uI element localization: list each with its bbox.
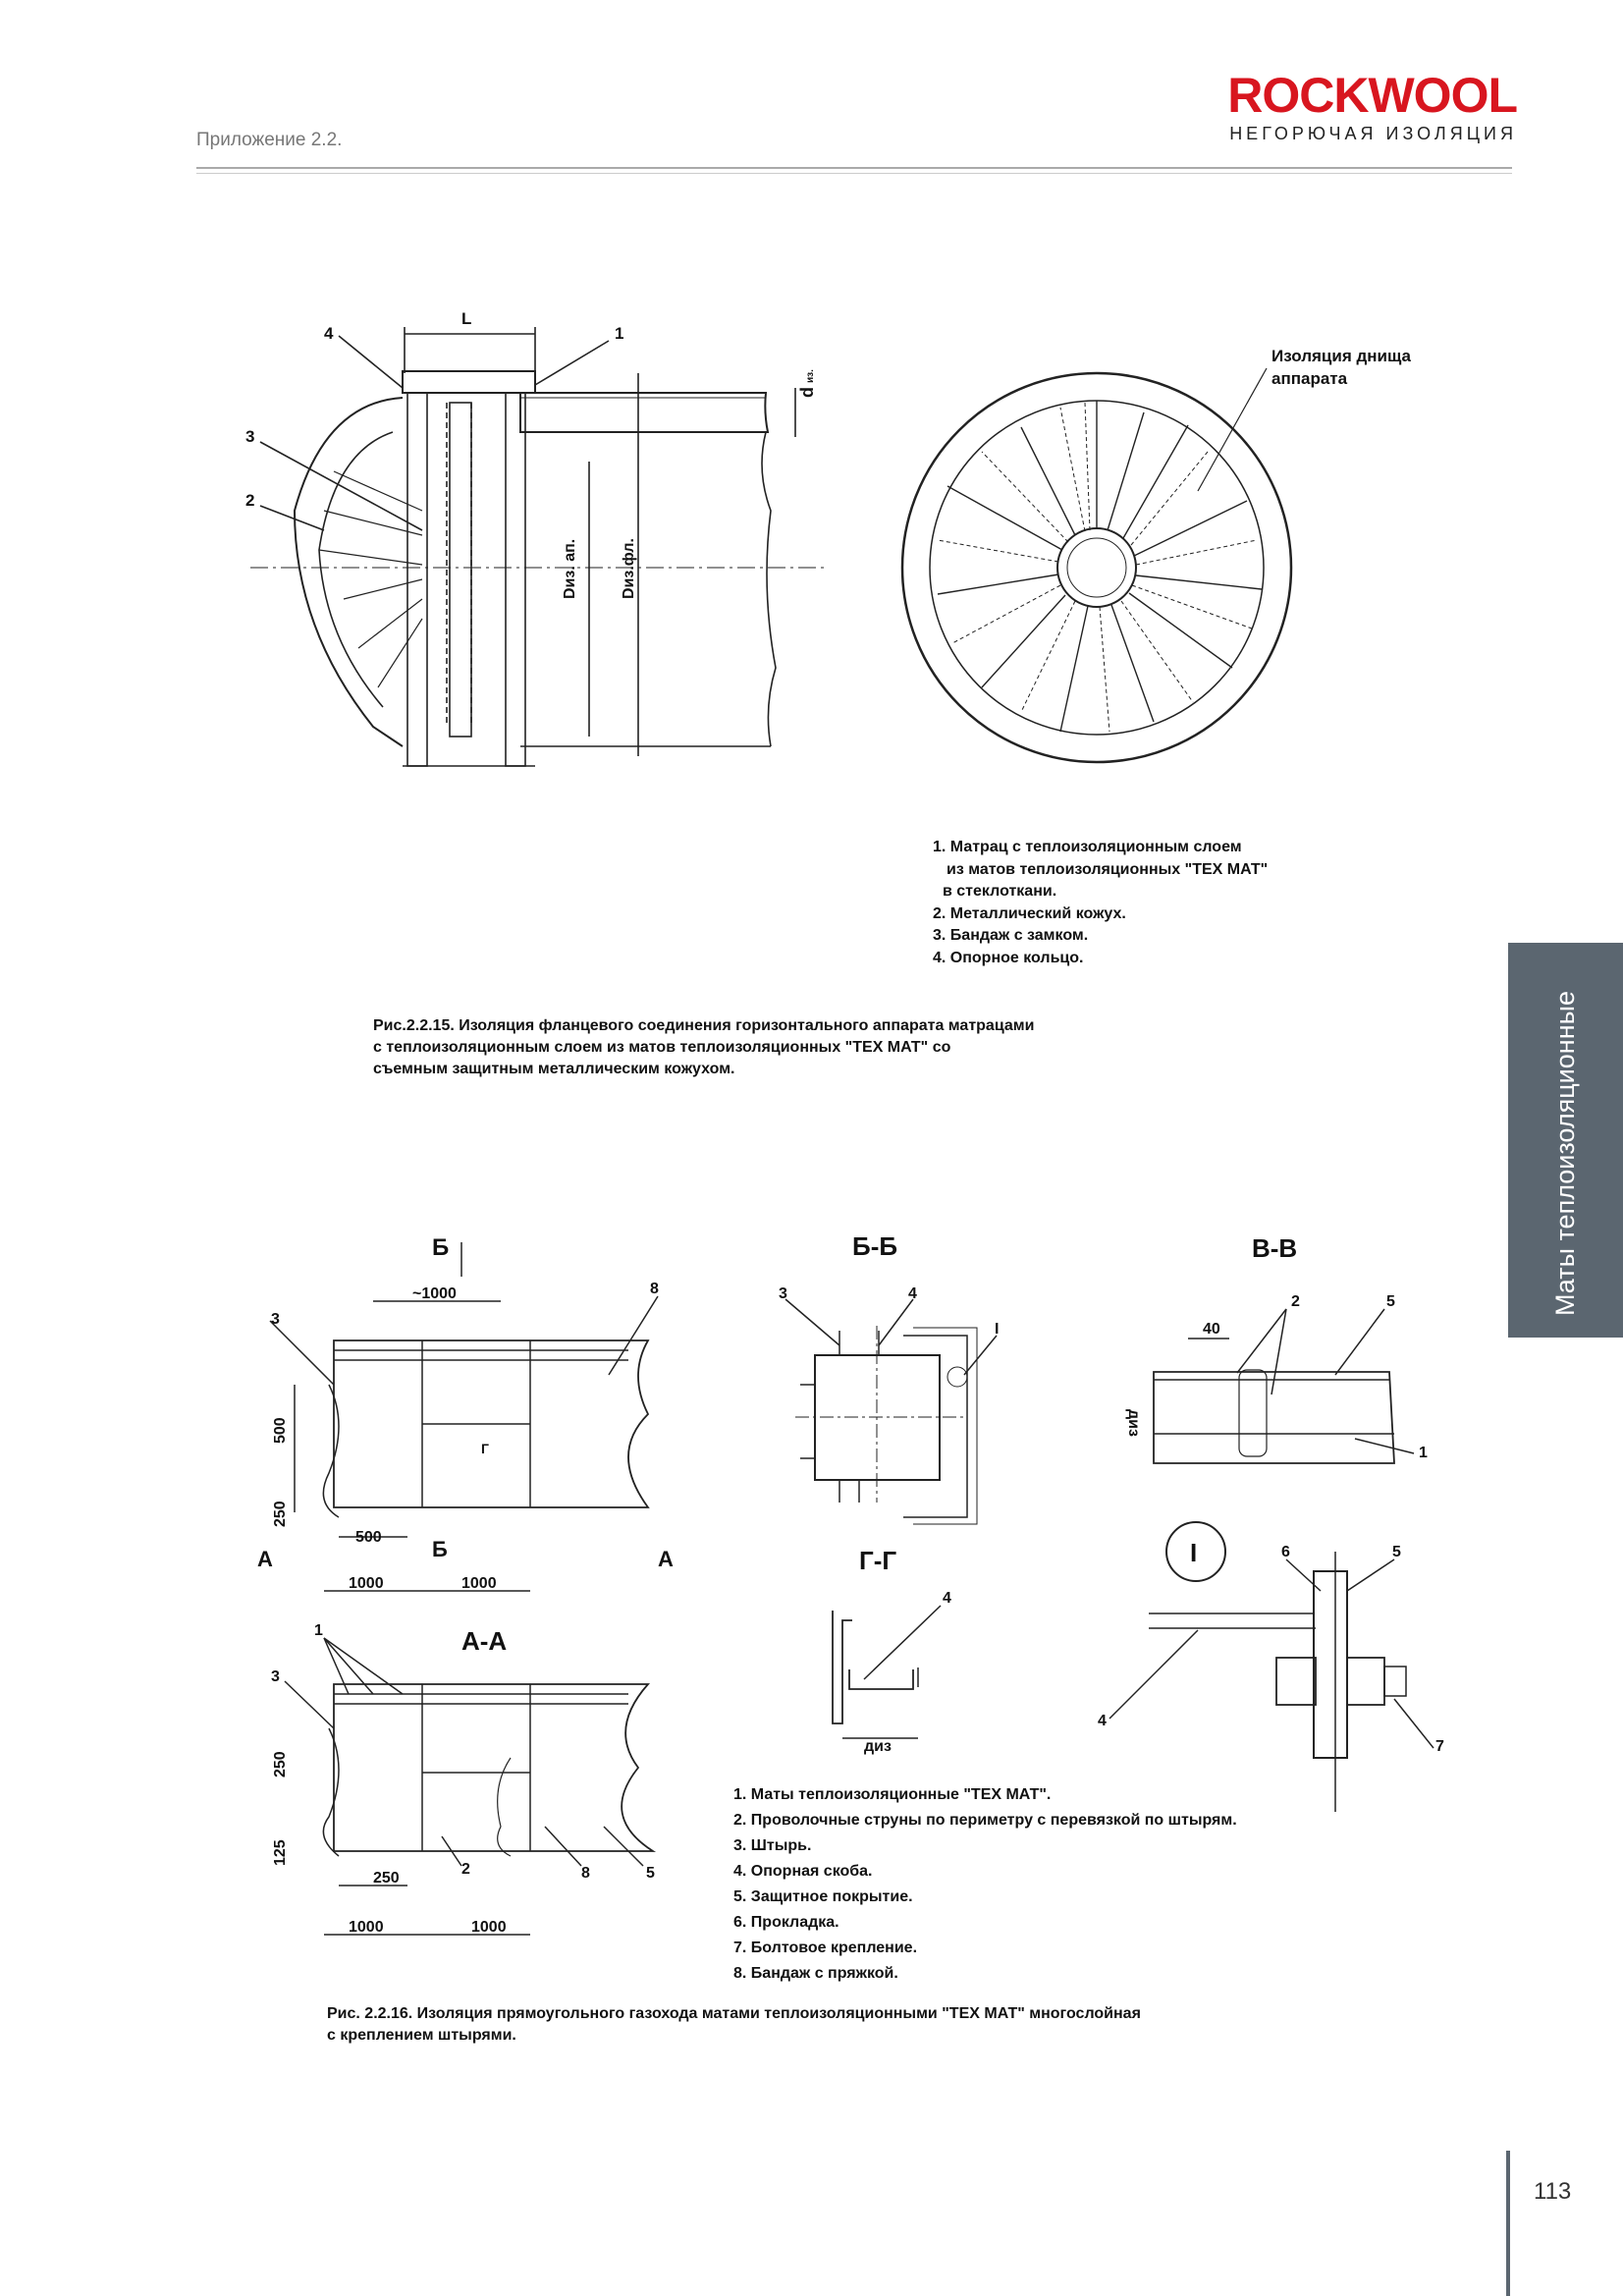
dim-500: 500	[272, 1417, 289, 1444]
vv-callout-1: 1	[1419, 1445, 1428, 1461]
fig1-bottom-callout-2: аппарата	[1271, 369, 1348, 388]
detail-callout-7: 7	[1435, 1738, 1444, 1755]
bb-callout-3: 3	[779, 1285, 787, 1302]
legend-item: 5. Защитное покрытие.	[733, 1888, 913, 1905]
legend-item: 6. Прокладка.	[733, 1914, 839, 1931]
aa-callout-5: 5	[646, 1865, 655, 1882]
aa-callout-3: 3	[271, 1668, 280, 1685]
caption-line: съемным защитным металлическим кожухом.	[373, 1061, 735, 1077]
fig1-callout-1: 1	[615, 324, 624, 343]
figure-2-2-16-caption	[327, 2003, 1141, 2047]
fig1-callout-4: 4	[324, 324, 334, 343]
dim-250-h: 250	[373, 1870, 400, 1886]
dim-1000-c: 1000	[349, 1919, 384, 1936]
detail-callout-6: 6	[1281, 1544, 1290, 1560]
view-bb-label: Б-Б	[852, 1231, 898, 1261]
legend-item: 2. Металлический кожух.	[933, 904, 1126, 922]
detail-callout-5: 5	[1392, 1544, 1401, 1560]
fig1-callout-3: 3	[245, 427, 255, 446]
legend-item: 1. Маты теплоизоляционные "ТЕХ МАТ".	[733, 1786, 1052, 1803]
fig1-callout-2: 2	[245, 491, 255, 510]
vv-callout-2: 2	[1291, 1293, 1300, 1310]
legend-item: 2. Проволочные струны по периметру с перевязкой по штырям.	[733, 1812, 1237, 1829]
brand-tagline: НЕГОРЮЧАЯ ИЗОЛЯЦИЯ	[1229, 124, 1517, 143]
dim-diz-gg: диз	[864, 1738, 892, 1755]
dim-250-aa: 250	[272, 1751, 289, 1777]
section-a-right: А	[658, 1547, 674, 1571]
dim-d-iz-ap: Dиз. ап.	[562, 538, 578, 599]
aa-callout-8: 8	[581, 1865, 590, 1882]
caption-line: Рис.2.2.15. Изоляция фланцевого соединения горизонтального аппарата матрацами	[373, 1017, 1035, 1034]
legend-item: 3. Штырь.	[733, 1837, 812, 1854]
dim-L: L	[461, 309, 472, 328]
section-b-mark: Б	[432, 1537, 448, 1561]
dim-d-iz: d	[797, 387, 817, 398]
legend-item: 3. Бандаж с замком.	[933, 927, 1089, 944]
callout-8: 8	[650, 1281, 659, 1297]
bb-callout-4: 4	[908, 1285, 917, 1302]
bb-callout-i: I	[995, 1321, 1000, 1338]
callout-3: 3	[271, 1311, 280, 1328]
legend-item: 7. Болтовое крепление.	[733, 1940, 918, 1956]
dim-approx-1000: ~1000	[412, 1285, 457, 1302]
dim-d-iz-sub: из.	[805, 369, 816, 383]
legend-item: 8. Бандаж с пряжкой.	[733, 1965, 898, 1982]
vv-callout-5: 5	[1386, 1293, 1395, 1310]
page-number: 113	[1534, 2178, 1572, 2205]
legend-item: 4. Опорное кольцо.	[933, 949, 1084, 966]
dim-d-iz-fl: Dиз.фл.	[621, 538, 637, 599]
dim-1000-d: 1000	[471, 1919, 507, 1936]
figure-2-2-16-legend	[733, 1782, 1237, 1987]
caption-line: с теплоизоляционным слоем из матов теплоизоляционных "ТЕХ МАТ" со	[373, 1039, 951, 1056]
view-aa-label: А-А	[461, 1626, 508, 1656]
section-a-left: А	[257, 1547, 273, 1571]
detail-i-label: I	[1190, 1538, 1198, 1567]
legend-item: 4. Опорная скоба.	[733, 1863, 873, 1880]
dim-40: 40	[1203, 1321, 1220, 1338]
dim-1000-b: 1000	[461, 1575, 497, 1592]
brand-name: ROCKWOOL	[1227, 68, 1517, 123]
view-gg-label: Г-Г	[859, 1546, 897, 1575]
fig1-bottom-callout-1: Изоляция днища	[1271, 347, 1411, 365]
view-vv-label: В-В	[1252, 1233, 1298, 1263]
aa-callout-2: 2	[461, 1861, 470, 1878]
dim-diz-vv: диз	[1125, 1409, 1142, 1437]
gg-callout-4: 4	[943, 1590, 951, 1607]
section-tab-label: Маты теплоизоляционные	[1550, 990, 1580, 1316]
dim-500-h: 500	[355, 1529, 382, 1546]
caption-line: с креплением штырями.	[327, 2027, 516, 2044]
detail-callout-4: 4	[1098, 1713, 1107, 1729]
legend-item: из матов теплоизоляционных "ТЕХ МАТ"	[947, 860, 1269, 878]
aa-callout-1: 1	[314, 1622, 323, 1639]
legend-item: в стеклоткани.	[943, 883, 1057, 900]
dim-250: 250	[272, 1501, 289, 1527]
caption-line: Рис. 2.2.16. Изоляция прямоугольного газохода матами теплоизоляционными "ТЕХ МАТ" многослойная	[327, 2005, 1141, 2022]
view-b-label: Б	[432, 1234, 450, 1261]
section-g-mark: Г	[481, 1441, 489, 1456]
page-number-bar	[1506, 2151, 1510, 2296]
dim-125-aa: 125	[272, 1839, 289, 1866]
dim-1000-a: 1000	[349, 1575, 384, 1592]
legend-item: 1. Матрац с теплоизоляционным слоем	[933, 839, 1242, 855]
appendix-label: Приложение 2.2.	[196, 130, 343, 150]
